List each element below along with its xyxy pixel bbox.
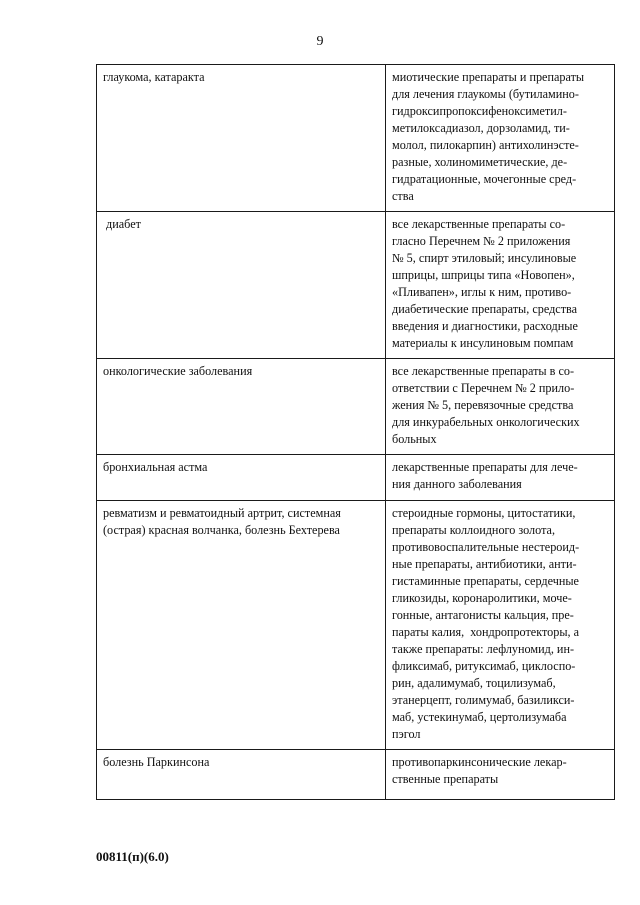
- drugs-line: гидроксипропоксифеноксиметил-: [392, 104, 567, 118]
- table-row: [97, 455, 615, 501]
- drugs-line: все лекарственные препараты со-: [392, 217, 566, 231]
- drugs-line: «Пливапен», иглы к ним, противо-: [392, 285, 572, 299]
- drugs-line: стероидные гормоны, цитостатики,: [392, 506, 576, 520]
- disease-drug-table: [96, 64, 615, 800]
- drugs-line: гидратационные, мочегонные сред-: [392, 172, 577, 186]
- drugs-line: маб, устекинумаб, цертолизумаба: [392, 710, 567, 724]
- drugs-line: № 5, спирт этиловый; инсулиновые: [392, 251, 577, 265]
- table-row: [97, 212, 615, 359]
- table-row: [97, 65, 615, 212]
- drugs-line: гласно Перечнем № 2 приложения: [392, 234, 571, 248]
- drugs-line: шприцы, шприцы типа «Новопен»,: [392, 268, 575, 282]
- drugs-line: материалы к инсулиновым помпам: [392, 336, 574, 350]
- drugs-line: ства: [392, 189, 414, 203]
- drugs-line: гистаминные препараты, сердечные: [392, 574, 579, 588]
- drugs-line: ственные препараты: [392, 772, 499, 786]
- drugs-line: миотические препараты и препараты: [392, 70, 585, 84]
- drugs-line: разные, холиномиметические, де-: [392, 155, 568, 169]
- drugs-line: ния данного заболевания: [392, 477, 522, 491]
- drugs-cell: [386, 501, 615, 750]
- drugs-line: параты калия, хондропротекторы, а: [392, 625, 580, 639]
- drugs-line: введения и диагностики, расходные: [392, 319, 578, 333]
- table-row: [97, 750, 615, 800]
- disease-cell: глаукома, катаракта: [97, 65, 386, 212]
- drugs-line: для инкурабельных онкологических: [392, 415, 580, 429]
- table-row: [97, 501, 615, 750]
- disease-cell: болезнь Паркинсона: [97, 750, 386, 800]
- drugs-cell: [386, 750, 615, 800]
- drugs-line: пэгол: [392, 727, 421, 741]
- page-number: 9: [316, 34, 324, 49]
- drugs-cell: [386, 65, 615, 212]
- disease-cell: бронхиальная астма: [97, 455, 386, 501]
- drugs-line: противовоспалительные нестероид-: [392, 540, 580, 554]
- table-row: [97, 359, 615, 455]
- document-code: 00811(п)(6.0): [96, 849, 169, 864]
- drugs-line: для лечения глаукомы (бутиламино-: [392, 87, 579, 101]
- drugs-line: все лекарственные препараты в со-: [392, 364, 575, 378]
- disease-cell: диабет: [97, 212, 386, 359]
- drugs-line: противопаркинсонические лекар-: [392, 755, 567, 769]
- drugs-line: рин, адалимумаб, тоцилизумаб,: [392, 676, 556, 690]
- drugs-line: ответствии с Перечнем № 2 прило-: [392, 381, 575, 395]
- drugs-line: гонные, антагонисты кальция, пре-: [392, 608, 574, 622]
- drugs-cell: [386, 359, 615, 455]
- drugs-line: ные препараты, антибиотики, анти-: [392, 557, 577, 571]
- drugs-line: метилоксадиазол, дорзоламид, ти-: [392, 121, 570, 135]
- disease-cell: онкологические заболевания: [97, 359, 386, 455]
- drugs-line: также препараты: лефлуномид, ин-: [392, 642, 575, 656]
- disease-cell: ревматизм и ревматоидный артрит, системная (острая) красная волчанка, болезнь Бехтерева: [97, 501, 386, 750]
- drugs-line: молол, пилокарпин) антихолинэсте-: [392, 138, 579, 152]
- drugs-line: лекарственные препараты для лече-: [392, 460, 578, 474]
- drugs-line: этанерцепт, голимумаб, базиликси-: [392, 693, 575, 707]
- drugs-cell: [386, 455, 615, 501]
- drugs-line: препараты коллоидного золота,: [392, 523, 555, 537]
- drugs-line: больных: [392, 432, 437, 446]
- drugs-line: жения № 5, перевязочные средства: [392, 398, 574, 412]
- drugs-line: диабетические препараты, средства: [392, 302, 578, 316]
- drugs-cell: [386, 212, 615, 359]
- drugs-line: гликозиды, коронаролитики, моче-: [392, 591, 572, 605]
- drugs-line: фликсимаб, ритуксимаб, циклоспо-: [392, 659, 576, 673]
